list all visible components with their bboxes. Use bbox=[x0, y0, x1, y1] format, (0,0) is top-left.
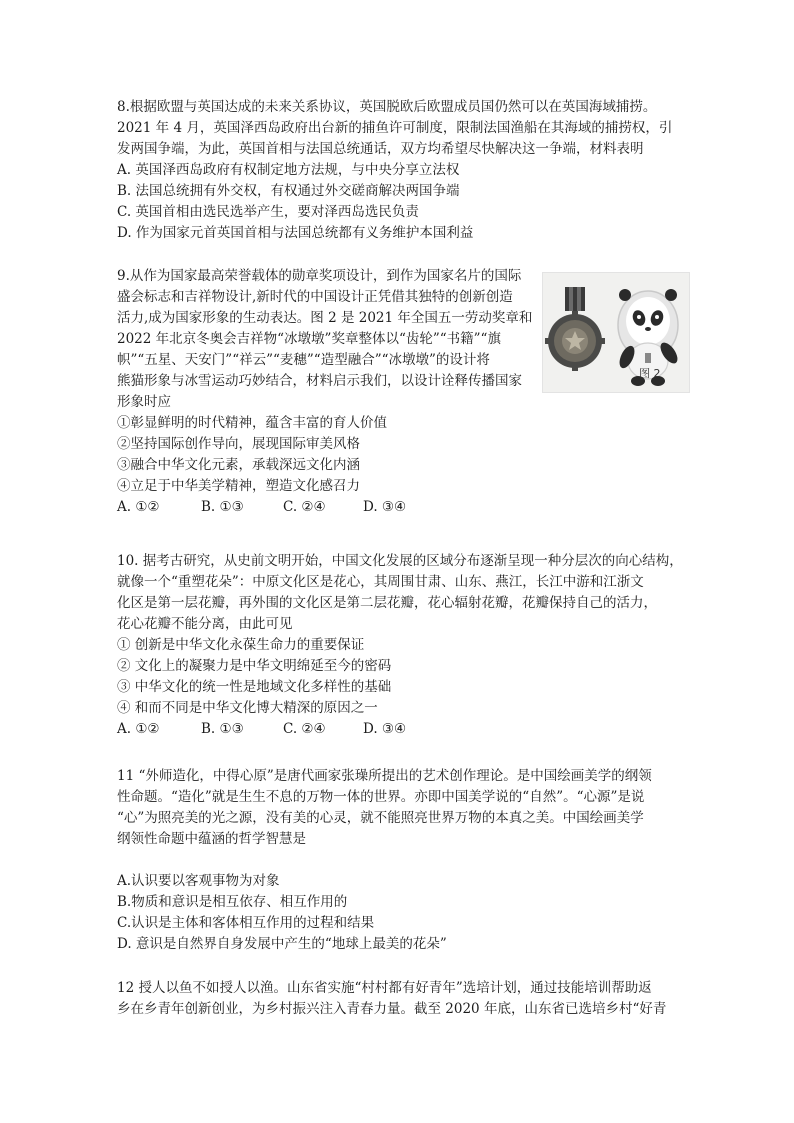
question-11-stem-line: 11 “外师造化，中得心原”是唐代画家张璪所提出的艺术创作理论。是中国绘画美学的纲领 bbox=[117, 768, 652, 784]
figure-2-illustration bbox=[543, 273, 689, 392]
question-9-stem-line: 盛会标志和吉祥物设计,新时代的中国设计正凭借其独特的创新创造 bbox=[117, 289, 513, 305]
question-8-stem-line: 2021 年 4 月，英国泽西岛政府出台新的捕鱼许可制度，限制法国渔船在其海域的捕捞权，引 bbox=[117, 120, 673, 136]
question-11-stem-line: 性命题。“造化”就是生生不息的万物一体的世界。亦即中国美学说的“自然”。“心源”是说 bbox=[117, 789, 645, 805]
question-11-option-a[interactable]: A.认识要以客观事物为对象 bbox=[117, 873, 280, 889]
question-10-option-a[interactable]: A. ①② bbox=[117, 721, 160, 737]
question-9-options bbox=[117, 497, 687, 518]
question-10-option-b[interactable]: B. ①③ bbox=[201, 721, 244, 737]
question-10-stem-line: 化区是第一层花瓣，再外围的文化区是第二层花瓣，花心辐射花瓣，花瓣保持自己的活力， bbox=[117, 595, 657, 611]
question-10-statement-3: ③ 中华文化的统一性是地域文化多样性的基础 bbox=[117, 679, 392, 695]
question-11-option-d[interactable]: D. 意识是自然界自身发展中产生的“地球上最美的花朵” bbox=[117, 936, 447, 952]
question-10-stem-line: 就像一个“重塑花朵”：中原文化区是花心，其周围甘肃、山东、燕江，长江中游和江浙文 bbox=[117, 574, 644, 590]
question-8-option-b[interactable]: B. 法国总统拥有外交权，有权通过外交磋商解决两国争端 bbox=[117, 183, 460, 199]
question-9-stem-line: 2022 年北京冬奥会吉祥物“冰墩墩”奖章整体以“齿轮”“书籍”“旗 bbox=[117, 331, 501, 347]
question-12-stem-line: 12 授人以鱼不如授人以渔。山东省实施“村村都有好青年”选培计划，通过技能培训帮助返 bbox=[117, 980, 652, 996]
spacer bbox=[117, 850, 687, 871]
question-10-statement-2: ② 文化上的凝聚力是中华文明绵延至今的密码 bbox=[117, 658, 392, 674]
question-8-option-a[interactable]: A. 英国泽西岛政府有权制定地方法规，与中央分享立法权 bbox=[117, 162, 460, 178]
question-11-option-b[interactable]: B.物质和意识是相互依存、相互作用的 bbox=[117, 894, 348, 910]
question-9-stem-line: 熊猫形象与冰雪运动巧妙结合，材料启示我们，以设计诠释传播国家 bbox=[117, 373, 522, 389]
question-10-stem-line: 花心花瓣不能分离，由此可见 bbox=[117, 616, 293, 632]
question-11-option-c[interactable]: C.认识是主体和客体相互作用的过程和结果 bbox=[117, 915, 375, 931]
medal-icon bbox=[545, 287, 605, 371]
question-10-option-d[interactable]: D. ③④ bbox=[363, 721, 407, 737]
question-10-option-c[interactable]: C. ②④ bbox=[283, 721, 326, 737]
question-9-stem-line: 活力,成为国家形象的生动表达。图 2 是 2021 年全国五一劳动奖章和 bbox=[117, 310, 533, 326]
question-8-stem-line: 发两国争端，为此，英国首相与法国总统通话，双方均希望尽快解决这一争端，材料表明 bbox=[117, 141, 644, 157]
question-9-option-c[interactable]: C. ②④ bbox=[283, 499, 326, 515]
question-12 bbox=[117, 978, 687, 1020]
question-10-statement-1: ① 创新是中华文化永葆生命力的重要保证 bbox=[117, 637, 365, 653]
question-11-stem-line: 纲领性命题中蕴涵的哲学智慧是 bbox=[117, 831, 306, 847]
question-11-stem-line: “心”为照亮美的光之源，没有美的心灵，就不能照亮世界万物的本真之美。中国绘画美学 bbox=[117, 810, 644, 826]
question-9-stem-line: 帜”“五星、天安门”“祥云”“麦穗”“造型融合”“冰墩墩”的设计将 bbox=[117, 352, 490, 368]
question-10-stem-line: 10. 据考古研究，从史前文明开始，中国文化发展的区域分布逐渐呈现一种分层次的向心结构， bbox=[117, 553, 683, 569]
question-10-options bbox=[117, 719, 687, 740]
question-8 bbox=[117, 97, 687, 244]
question-9-statement-3: ③融合中华文化元素，承载深远文化内涵 bbox=[117, 457, 360, 473]
question-10-statement-4: ④ 和而不同是中华文化博大精深的原因之一 bbox=[117, 700, 378, 716]
question-9-statement-4: ④立足于中华美学精神，塑造文化感召力 bbox=[117, 478, 360, 494]
question-9-stem-line: 9.从作为国家最高荣誉载体的勋章奖项设计，到作为国家名片的国际 bbox=[117, 268, 522, 284]
question-11 bbox=[117, 766, 687, 955]
figure-2-label: 图 2 bbox=[639, 367, 661, 380]
question-8-option-c[interactable]: C. 英国首相由选民选举产生，要对泽西岛选民负责 bbox=[117, 204, 419, 220]
question-9-statement-1: ①彰显鲜明的时代精神，蕴含丰富的育人价值 bbox=[117, 415, 387, 431]
question-9-option-d[interactable]: D. ③④ bbox=[363, 499, 407, 515]
question-8-option-d[interactable]: D. 作为国家元首英国首相与法国总统都有义务维护本国利益 bbox=[117, 225, 474, 241]
question-8-stem-line: 8.根据欧盟与英国达成的未来关系协议，英国脱欧后欧盟成员国仍然可以在英国海域捕捞。 bbox=[117, 99, 657, 115]
figure-2 bbox=[542, 272, 690, 393]
question-9-statement-2: ②坚持国际创作导向，展现国际审美风格 bbox=[117, 436, 360, 452]
question-10 bbox=[117, 551, 687, 740]
question-9-option-a[interactable]: A. ①② bbox=[117, 499, 160, 515]
question-9-stem-line: 形象时应 bbox=[117, 394, 171, 410]
question-12-stem-line: 乡在乡青年创新创业，为乡村振兴注入青春力量。截至 2020 年底，山东省已选培乡村“好青 bbox=[117, 1001, 667, 1017]
question-9-option-b[interactable]: B. ①③ bbox=[201, 499, 244, 515]
